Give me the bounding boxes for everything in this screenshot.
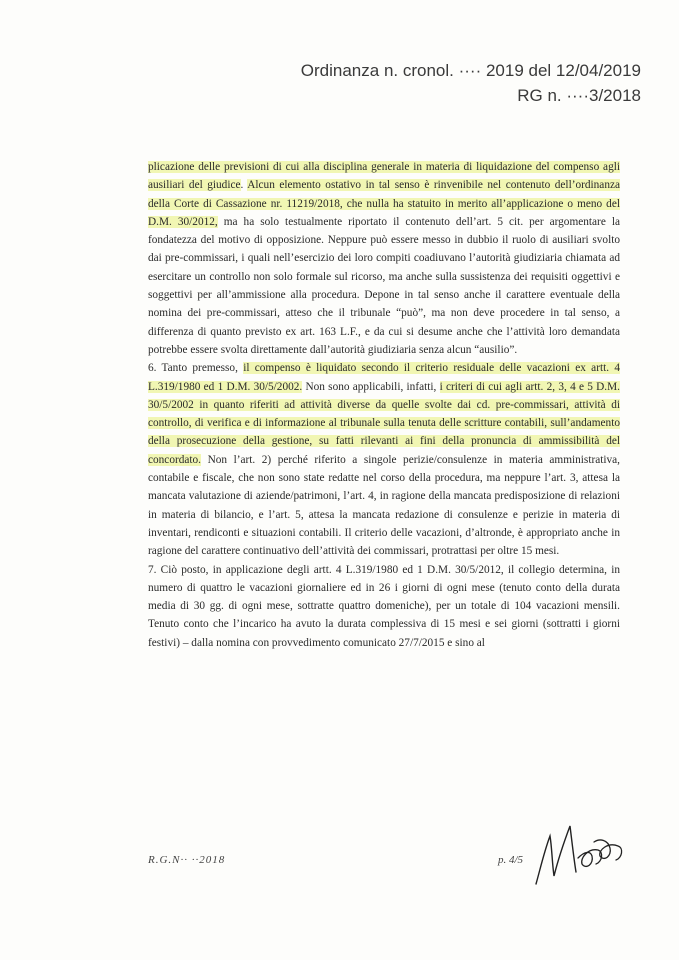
document-body [148, 158, 620, 652]
paragraph-7 [148, 561, 620, 652]
handwritten-signature [528, 812, 638, 892]
highlighted-text: il compenso è liquidato secondo il criterio residuale delle vacazioni ex artt. 4 L.319/1980 ed 1 D.M. 30/5/2002. [148, 362, 620, 393]
body-text-segment: 6. Tanto premesso, [148, 362, 244, 375]
register-number-line: RG n. ····3/2018 [517, 86, 641, 105]
body-text-segment: ma ha solo testualmente riportato il contenuto dell’art. 5 cit. per argomentare la fondatezza del motivo di opposizione. Neppure può essere messo in dubbio il ruolo di ausiliari svolto dai pre-commissari, i quali nell’esercizio dei loro compiti coadiuvano l’autorità giudiziaria chiamata ad esercitare un controllo non solo formale sul ricorso, ma anche sulla sussistenza dei requisiti oggettivi e soggettivi per all’ammissione alla procedura. Depone in tal senso anche il carattere eventuale della nomina dei pre-commissari, atteso che il tribunale “può”, ma non deve procedere in tal senso, a differenza di quanto previsto ex art. 163 L.F., e da cui si desume anche che l’attività loro demandata potrebbe essere svolta direttamente dall’autorità giudiziaria senza alcun “ausilio”. [148, 215, 620, 356]
paragraph-6 [148, 359, 620, 560]
paragraph-continuation [148, 158, 620, 359]
highlighted-text: Alcun elemento ostativo in tal senso è rinvenibile nel contenuto dell’ordinanza della Corte di Cassazione nr. 11219/2018, che nulla ha statuito in merito all’applicazione o meno del D.M. 30/2012, [148, 179, 621, 228]
body-text-segment: . [240, 179, 248, 192]
document-header [301, 58, 641, 108]
order-number-line: Ordinanza n. cronol. ···· 2019 del 12/04/2019 [300, 61, 641, 80]
body-text-segment: Non sono applicabili, infatti, [302, 380, 440, 393]
body-text-segment: 7. Ciò posto, in applicazione degli artt. 4 L.319/1980 ed 1 D.M. 30/5/2012, il collegio determina, in numero di quattro le vacazioni giornaliere ed in 26 i giorni di ogni mese (tenuto conto della durata media di 30 gg. di ogni mese, sottratte quattro domeniche), per un totale di 104 vacazioni mensili. Tenuto conto che l’incarico ha avuto la durata complessiva di 15 mesi e sei giorni (sottratti i giorni festivi) – dalla nomina con provvedimento comunicato 27/7/2015 e sino al [148, 563, 620, 649]
highlighted-text: plicazione delle previsioni di cui alla disciplina generale in materia di liquidazione del compenso agli ausiliari del giudice [148, 161, 620, 192]
body-text-segment: Non l’art. 2) perché riferito a singole perizie/consulenze in materia amministrativa, contabile e fiscale, che non sono state redatte nel corso della procedura, ma neppure l’art. 3, attesa la mancata valutazione di aziende/patrimoni, l’art. 4, in ragione della mancata predisposizione di relazioni in materia di bilancio, e l’art. 5, attesa la mancata redazione di consulenze e perizie in materia di inventari, rendiconti e situazioni contabili. Il criterio delle vacazioni, d’altronde, è appropriato anche in ragione del carattere continuativo dell’attività dei commissari, protrattasi per oltre 15 mesi. [148, 453, 620, 558]
highlighted-text: i criteri di cui agli artt. 2, 3, 4 e 5 D.M. 30/5/2002 in quanto riferiti ad attività diverse da quelle svolte dai cd. pre-commissari, attività di controllo, di verifica e di informazione al tribunale sulla tenuta delle scritture contabili, sull’andamento della prosecuzione della gestione, su fatti rilevanti ai fini della pronuncia di ammissibilità del concordato. [148, 380, 620, 466]
page-number: p. 4/5 [498, 854, 524, 866]
footer-case-number: R.G.N·· ··2018 [148, 854, 226, 866]
